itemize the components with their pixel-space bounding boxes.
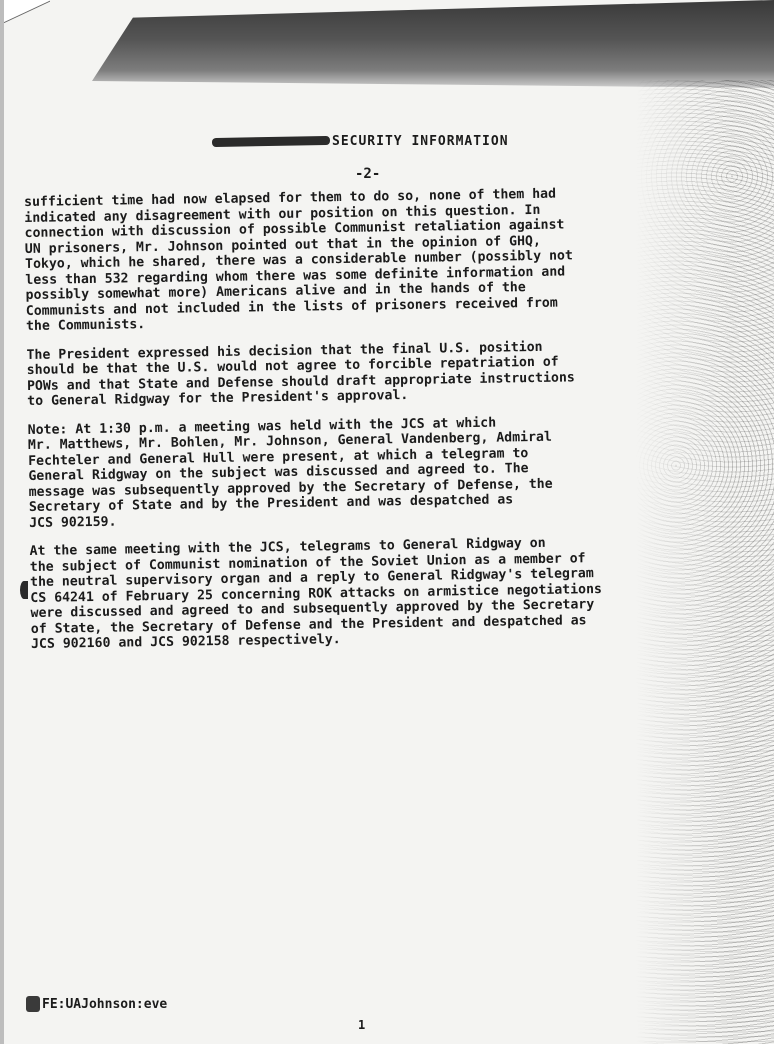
redaction-bar: [212, 135, 330, 146]
body-paragraph-2: The President expressed his decision that the final U.S. position should be that the U.S. would not agree to forcible repatriation of POWs and that State and Defense should draft appropriate instructions to General Ridgway for the President's approval.: [26, 339, 575, 409]
body-paragraph-3: Note: At 1:30 p.m. a meeting was held with the JCS at which Mr. Matthews, Mr. Bohlen, Mr. Johnson, General Vandenberg, Admiral Fechteler and General Hull were present, at which a telegram to General Ridgway on the subject was discussed and agreed to. The message was subsequently approved by the Secretary of Defense, the Secretary of State and by the President and was despatched as JCS 902159.: [27, 415, 553, 531]
page-number: -2-: [355, 166, 381, 182]
classification-label: SECURITY INFORMATION: [332, 133, 509, 149]
memo-body: [24, 184, 753, 666]
body-paragraph-1: sufficient time had now elapsed for them to do so, none of them had indicated any disagreement with our position on this question. In connection with discussion of possible Communist retaliation against UN prisoners, Mr. Johnson pointed out that in the opinion of GHQ, Tokyo, which he shared, there was a considerable number (possibly not less than 532 regarding whom there was some definite information and possibly somewhat more) Americans alive and in the hands of the Communists and not included in the lists of prisoners received from the Communists.: [24, 186, 573, 334]
page-left-edge: [0, 0, 4, 1044]
page-fold-artifact: [0, 0, 50, 25]
drafter-initials-text: FE:UAJohnson:eve: [42, 996, 168, 1012]
punch-hole-mark: [20, 581, 28, 599]
photocopy-top-shadow: [92, 0, 774, 88]
bottom-page-mark: 1: [358, 1018, 366, 1032]
drafter-initials: [26, 996, 167, 1012]
stamp-smudge-icon: [26, 996, 40, 1012]
body-paragraph-4: At the same meeting with the JCS, telegrams to General Ridgway on the subject of Communist nomination of the Soviet Union as a member of the neutral supervisory organ and a reply to General Ridgway's telegram CS 64241 of February 25 concerning ROK attacks on armistice negotiations were discussed and agreed to and subsequently approved by the Secretary of State, the Secretary of Defense and the President and despatched as JCS 902160 and JCS 902158 respectively.: [29, 535, 603, 652]
classification-marking: [212, 131, 532, 151]
